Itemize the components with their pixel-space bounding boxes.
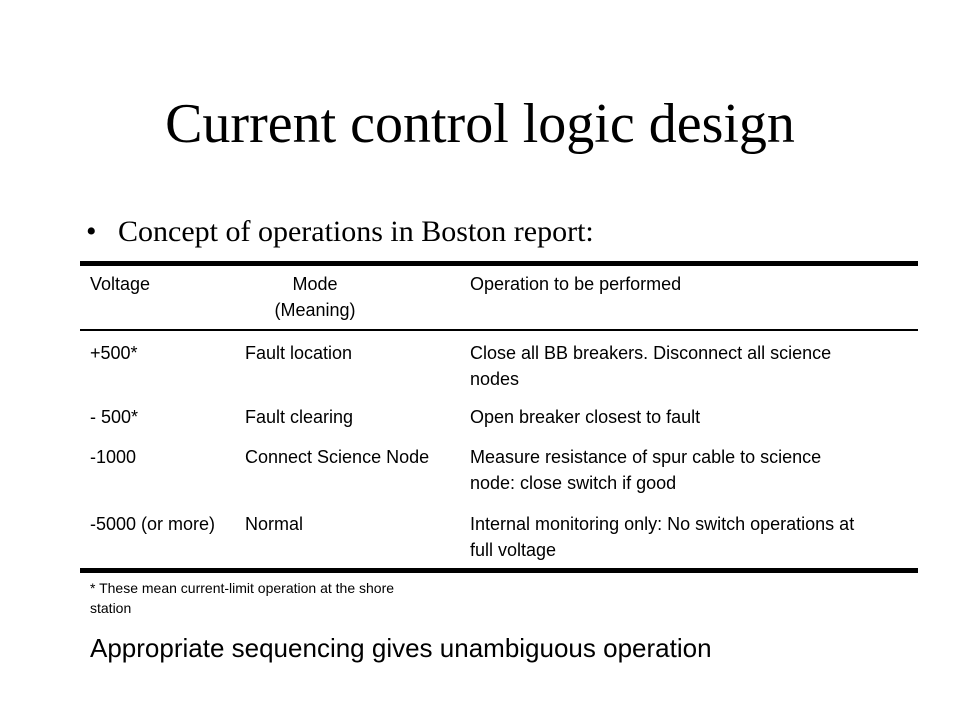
slide-title: Current control logic design [165,93,795,155]
bullet-text: Concept of operations in Boston report: [118,215,594,248]
cell-voltage: -5000 (or more) [90,514,216,534]
header-voltage: Voltage [90,274,151,294]
footnote [90,578,410,618]
cell-mode: Fault clearing [245,407,354,427]
cell-operation: Internal monitoring only: No switch operations at full voltage [470,514,855,560]
conclusion-text: Appropriate sequencing gives unambiguous operation [90,633,712,663]
cell-operation: Close all BB breakers. Disconnect all science nodes [470,343,832,389]
cell-operation: Open breaker closest to fault [470,407,701,427]
cell-mode: Connect Science Node [245,447,430,467]
footnote-mark: * [90,580,96,596]
bullet-dot-icon: • [86,215,97,248]
bullet-point [86,212,594,252]
header-mode: Mode (Meaning) [274,274,356,320]
cell-mode: Fault location [245,343,353,363]
cell-voltage: +500* [90,343,138,363]
footnote-text: These mean current-limit operation at the shore station [90,580,395,616]
cell-voltage: -1000 [90,447,137,467]
table-top-rule [80,261,918,266]
table-bottom-rule [80,568,918,573]
table-header-rule [80,329,918,331]
cell-mode: Normal [245,514,304,534]
header-operation: Operation to be performed [470,274,682,294]
cell-operation: Measure resistance of spur cable to science node: close switch if good [470,447,822,493]
cell-voltage: - 500* [90,407,139,427]
